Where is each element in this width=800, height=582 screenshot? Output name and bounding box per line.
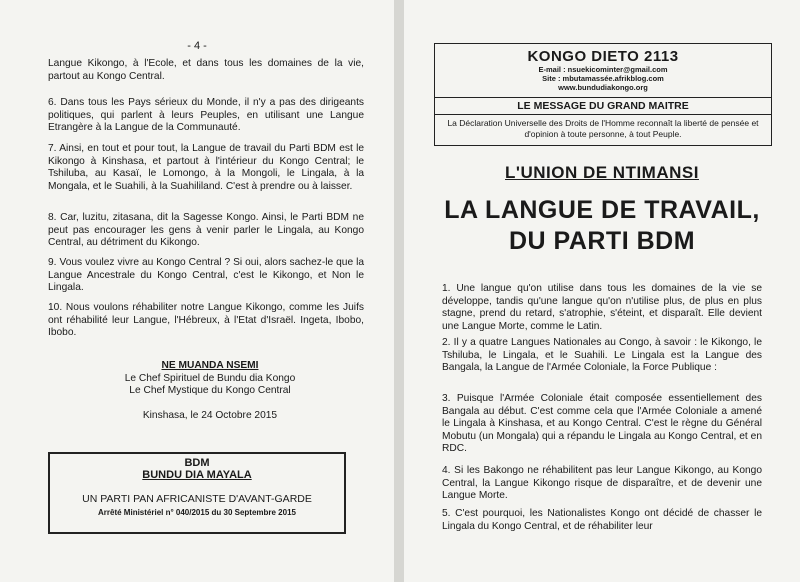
paragraph-2: 2. Il y a quatre Langues Nationales au Congo, à savoir : le Kikongo, le Tshiluba, le Lingala, et le Suahili. Le Lingala est la Langue des Bangala, la Langue de l'Armée Coloniale, la Force Publique : bbox=[442, 337, 762, 374]
header-site-2: www.bundudiakongo.org bbox=[558, 83, 648, 92]
paragraph-7: 7. Ainsi, en tout et pour tout, la Langue de travail du Parti BDM est le Kikongo à Kinshasa, et partout à l'intérieur du Kongo Central; le Tshiluba, au Kasaï, le Lomongo, à la Mongoli, le Lingala, à la Mongala, et le Suahili, à la Suahililand. C'est à prendre ou à laisser. bbox=[48, 143, 364, 192]
paragraph-4: 4. Si les Bakongo ne réhabilitent pas leur Langue Kikongo, au Kongo Central, la Langue Kikongo risque de disparaître, et de devenir une Langue Morte. bbox=[442, 465, 762, 502]
message-bar: LE MESSAGE DU GRAND MAITRE bbox=[435, 97, 771, 115]
left-page bbox=[0, 0, 394, 582]
declaration-text: La Déclaration Universelle des Droits de l'Homme reconnaît la liberté de pensée et d'opinion à toute personne, à tout Peuple. bbox=[447, 118, 759, 139]
header-title: KONGO DIETO 2113 bbox=[527, 48, 679, 65]
bdm-line-3: UN PARTI PAN AFRICANISTE D'AVANT-GARDE bbox=[82, 493, 312, 505]
paragraph-8: 8. Car, luzitu, zitasana, dit la Sagesse Kongo. Ainsi, le Parti BDM ne peut pas encourager les gens à venir parler le Lingala, au Kongo Central, au détriment du Kikongo. bbox=[48, 212, 364, 249]
main-title-line-2: DU PARTI BDM bbox=[508, 227, 696, 255]
page-gutter bbox=[394, 0, 404, 582]
place-date: Kinshasa, le 24 Octobre 2015 bbox=[142, 410, 278, 421]
paragraph-1: 1. Une langue qu'on utilise dans tous les domaines de la vie se développe, tandis qu'une langue qu'on n'utilise plus, de plus en plus stagne, prend du retard, s'atrophie, s'éteint, et disparaît. Elle devient une Langue Morte, comme le Latin. bbox=[442, 283, 762, 332]
right-page bbox=[404, 0, 800, 582]
union-heading: L'UNION DE NTIMANSI bbox=[505, 163, 699, 182]
main-title-line-1: LA LANGUE DE TRAVAIL, bbox=[444, 196, 760, 224]
header-email: E-mail : nsuekicominter@gmail.com bbox=[538, 65, 668, 74]
paragraph-9: 9. Vous voulez vivre au Kongo Central ? Si oui, alors sachez-le que la Langue Ancestrale du Kongo Central, c'est le Kikongo, et Non le Lingala. bbox=[48, 257, 364, 294]
header-site: Site : mbutamassée.afrikblog.com bbox=[542, 74, 664, 83]
signature-title-1: Le Chef Spirituel de Bundu dia Kongo bbox=[124, 372, 296, 384]
header-box bbox=[434, 43, 772, 146]
paragraph-5: 5. C'est pourquoi, les Nationalistes Kongo ont décidé de chasser le Lingala du Kongo Central, et de réhabiliter leur bbox=[442, 508, 762, 532]
signature-title-2: Le Chef Mystique du Kongo Central bbox=[129, 385, 291, 397]
paragraph-3: 3. Puisque l'Armée Coloniale était composée essentiellement des Bangala au début. C'est comme cela que l'Armée Coloniale a amené le Lingala à Kinshasa, et au Kongo Central. C'est le règne du Général Mobutu (un Mongala) qui a répandu le Lingala au Kongo Central, et en RDC. bbox=[442, 393, 762, 455]
bdm-line-2: BUNDU DIA MAYALA bbox=[142, 469, 252, 481]
paragraph-intro: Langue Kikongo, à l'Ecole, et dans tous les domaines de la vie, partout au Kongo Central. bbox=[48, 58, 364, 82]
signature-name: NE MUANDA NSEMI bbox=[161, 360, 259, 371]
page-number: - 4 - bbox=[187, 40, 207, 52]
paragraph-6: 6. Dans tous les Pays sérieux du Monde, il n'y a pas des dirigeants politiques, qui parlent à leurs Peuples, en utilisant une Langue Etrangère à la Langue de la Communauté. bbox=[48, 97, 364, 134]
paragraph-10: 10. Nous voulons réhabiliter notre Langue Kikongo, comme les Juifs ont réhabilité leur Langue, l'Hébreux, à l'Etat d'Israël. Ingeta, Ibobo, Ibobo. bbox=[48, 302, 364, 339]
main-title bbox=[424, 195, 780, 257]
signature-block bbox=[60, 360, 360, 398]
bdm-box bbox=[48, 452, 346, 534]
bdm-line-4: Arrêté Ministériel n° 040/2015 du 30 Septembre 2015 bbox=[98, 508, 296, 517]
bdm-line-1: BDM bbox=[184, 457, 210, 469]
